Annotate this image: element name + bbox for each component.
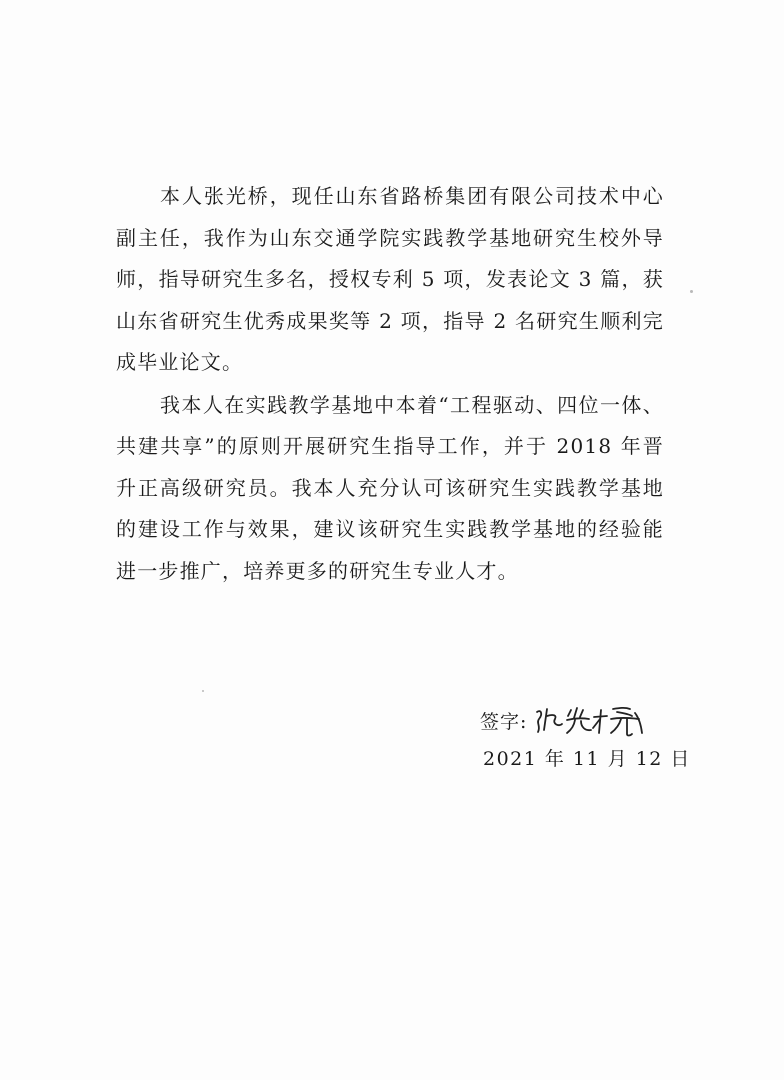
- signature-label: 签字:: [480, 710, 528, 733]
- paragraph-introduction: 本人张光桥，现任山东省路桥集团有限公司技术中心副主任，我作为山东交通学院实践教学基地研究生校外导师，指导研究生多名，授权专利 5 项，发表论文 3 篇，获山东省研究生优秀成果奖等 2 项，指导 2 名研究生顺利完成毕业论文。: [116, 184, 664, 374]
- handwritten-signature: [531, 700, 649, 740]
- signature-line: [480, 700, 680, 740]
- signature-scribble: [531, 700, 649, 740]
- scan-speck: [690, 290, 693, 293]
- signature-date: 2021 年 11 月 12 日: [483, 748, 691, 770]
- signature-block: [480, 700, 680, 740]
- paragraph-endorsement: 我本人在实践教学基地中本着“工程驱动、四位一体、共建共享”的原则开展研究生指导工作，并于 2018 年晋升正高级研究员。我本人充分认可该研究生实践教学基地的建设工作与效果，建议该研究生实践教学基地的经验能进一步推广，培养更多的研究生专业人才。: [116, 392, 664, 583]
- scan-speck: [202, 690, 204, 692]
- document-body: [116, 176, 664, 592]
